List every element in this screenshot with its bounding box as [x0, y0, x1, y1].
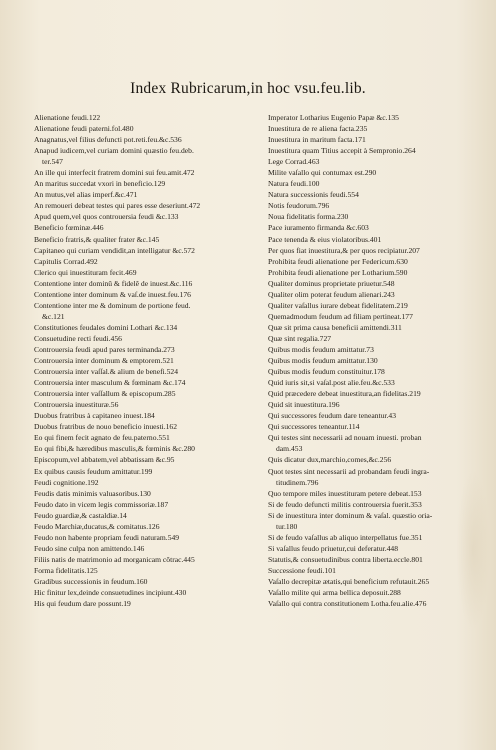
index-entry: Qualiter olim poterat feudum alienari.243 — [268, 289, 395, 299]
index-entry: Pace tenenda & eius violatoribus.401 — [268, 234, 382, 244]
index-entry: Successione feudi.101 — [268, 565, 336, 575]
index-entry: Milite vaſallo qui contumax est.290 — [268, 168, 377, 178]
index-entry: Vaſallo milite qui arma bellica deposuit.288 — [268, 588, 401, 598]
index-entry: Quo tempore miles inuestituram petere debeat.153 — [268, 488, 422, 498]
index-entry: His qui feudum dare possunt.19 — [34, 599, 131, 609]
index-entry: dam.453 — [276, 444, 303, 454]
index-entry: An ille qui interfecit fratrem domini sui feu.amit.472 — [34, 168, 195, 178]
index-entry: Quid præcedere debeat inuestitura,an fidelitas.219 — [268, 389, 421, 399]
index-entry: Gradibus successionis in feudum.160 — [34, 576, 148, 586]
index-entry: Hic finitur lex,deinde consuetudines incipiunt.430 — [34, 588, 187, 598]
index-entry: Quid sit inuestitura.196 — [268, 400, 340, 410]
index-entry: Feudi cognitione.192 — [34, 477, 99, 487]
index-entry: Duobus fratribus de nouo beneficio inuesti.162 — [34, 422, 177, 432]
index-entry: Constitutiones feudales domini Lothari &c.134 — [34, 322, 178, 332]
index-entry: Qualiter dominus proprietate priuetur.548 — [268, 278, 395, 288]
index-entry: Si de feudo vaſallus ab aliquo interpellatus fue.351 — [268, 532, 423, 542]
index-entry: Contentione inter dominũ & fidelẽ de inuest.&c.116 — [34, 278, 193, 288]
index-entry: Controuersia inter masculum & fœminam &c.174 — [34, 378, 186, 388]
index-entry: Quot testes sint necessarii ad probandam feudi ingra- — [268, 466, 430, 476]
index-entry: Si vaſallus feudo priuetur,cui deferatur.448 — [268, 543, 399, 553]
index-entry: Vaſallo qui contra constitutionem Lotha.feu.alie.476 — [268, 599, 427, 609]
index-entry: Controuersia feudi apud pares terminanda.273 — [34, 344, 175, 354]
index-entry: Filiis natis de matrimonio ad morganicam cõtrac.445 — [34, 554, 195, 564]
index-entry: Beneficio fratris,& qualiter frater &c.145 — [34, 234, 160, 244]
index-entry: Imperator Lotharius Eugenio Papæ &c.135 — [268, 113, 399, 122]
index-entry: Anagnatus,vel filius defuncti pot.reti.feu.&c.536 — [34, 135, 182, 145]
index-entry: Quæ sint regalia.727 — [268, 333, 332, 343]
left-column — [34, 112, 260, 609]
index-entry: Duobus fratribus à capitaneo inuest.184 — [34, 411, 155, 421]
index-entry: Contentione inter me & dominum de portione feud. — [34, 300, 191, 310]
index-entry: titudinem.796 — [276, 477, 319, 487]
index-entry: Vaſallo decrepitæ ætatis,qui beneficium refutauit.265 — [268, 576, 430, 586]
index-entry: Controuersia inuestituræ.56 — [34, 400, 119, 410]
index-entry: &c.121 — [42, 311, 65, 321]
right-column — [268, 112, 486, 609]
index-entry: Lege Corrad.463 — [268, 157, 320, 167]
index-entry: Quid iuris sit,si vaſal.post alie.feu.&c.533 — [268, 378, 395, 388]
index-entry: Noua fidelitatis forma.230 — [268, 212, 349, 222]
index-entry: Alienatione feudi.122 — [34, 113, 101, 122]
index-entry: Controuersia inter vaſſallum & episcopum.285 — [34, 389, 176, 399]
index-entry: Inuestitura in maritum facta.171 — [268, 135, 366, 145]
index-entry: Feudo sine culpa non amittendo.146 — [34, 543, 145, 553]
index-entry: tur.180 — [276, 521, 298, 531]
index-entry: Capitaneo qui curiam vendidit,an intelligatur &c.572 — [34, 245, 195, 255]
index-entry: Si de feudo defuncti militis controuersia fuerit.353 — [268, 499, 422, 509]
index-entry: Feudo non habente propriam feudi naturam.549 — [34, 532, 180, 542]
index-entry: Episcopum,vel abbatem,vel abbatissam &c.95 — [34, 455, 175, 465]
index-entry: Consuetudine recti feudi.456 — [34, 333, 122, 343]
index-entry: Capitulis Corrad.492 — [34, 256, 98, 266]
index-entry: Beneficio fœminæ.446 — [34, 223, 104, 233]
index-entry: Contentione inter dominum & vaſ.de inuest.feu.176 — [34, 289, 191, 299]
index-entry: Statutis,& consuetudinibus contra liberta.eccle.801 — [268, 554, 423, 564]
index-entry: Inuestitura quam Titius accepit à Sempronio.264 — [268, 146, 416, 156]
index-entry: Si de inuestitura inter dominum & vaſal. quæstio oria- — [268, 510, 433, 520]
index-entry: Feudo guardiæ,& castaldiæ.14 — [34, 510, 127, 520]
index-entry: An remoueri debeat testes qui pares esse deseriunt.472 — [34, 201, 201, 211]
index-entry: Feudis datis minimis valuasoribus.130 — [34, 488, 151, 498]
index-entry: Prohibita feudi alienatione per Federicum.630 — [268, 256, 408, 266]
index-entry: Eo qui finem fecit agnato de feu.paterno.551 — [34, 433, 170, 443]
index-entry: Quibus modis feudum amittatur.130 — [268, 356, 378, 366]
index-entry: Qui successores teneantur.114 — [268, 422, 360, 432]
index-entry: ter.547 — [42, 157, 63, 167]
index-entry: Clerico qui inuestituram fecit.469 — [34, 267, 137, 277]
index-entry: An maritus succedat vxori in beneficio.129 — [34, 179, 166, 189]
index-entry: Natura successionis feudi.554 — [268, 190, 359, 200]
index-entry: Quemadmodum feudum ad filiam pertineat.177 — [268, 311, 413, 321]
index-entry: Quibus modis feudum constituitur.178 — [268, 367, 385, 377]
index-entry: Anapud iudicem,vel curiam domini quæstio feu.deb. — [34, 146, 194, 156]
index-entry: Prohibita feudi alienatione per Lotharium.590 — [268, 267, 408, 277]
page-title: Index Rubricarum,in hoc vsu.feu.lib. — [130, 80, 366, 97]
index-entry: Alienatione feudi paterni.fol.480 — [34, 124, 134, 134]
index-entry: Forma fidelitatis.125 — [34, 565, 98, 575]
index-entry: Qui testes sint necessarii ad nouam inuesti. proban — [268, 433, 422, 443]
index-entry: An mutus,vel alias imperf.&c.471 — [34, 190, 138, 200]
index-entry: Eo qui fibi,& hæredibus masculis,& fœminis &c.280 — [34, 444, 195, 454]
index-entry: Qualiter vaſallus iurare debeat fidelitatem.219 — [268, 300, 408, 310]
index-entry: Qui successores feudum dare teneantur.43 — [268, 411, 396, 421]
index-entry: Ex quibus causis feudum amittatur.199 — [34, 466, 153, 476]
index-entry: Feudo dato in vicem legis commissoriæ.187 — [34, 499, 169, 509]
index-entry: Natura feudi.100 — [268, 179, 320, 189]
index-entry: Notis feudorum.796 — [268, 201, 330, 211]
index-entry: Pace iuramento firmanda &c.603 — [268, 223, 369, 233]
index-entry: Inuestitura de re aliena facta.235 — [268, 124, 368, 134]
index-entry: Quis dicatur dux,marchio,comes,&c.256 — [268, 455, 392, 465]
index-entry: Controuersia inter dominum & emptorem.521 — [34, 356, 174, 366]
index-entry: Apud quem,vel quos controuersia feudi &c.133 — [34, 212, 179, 222]
index-entry: Quibus modis feudum amittatur.73 — [268, 344, 374, 354]
index-entry: Per quos fiat inuestitura,& per quos recipiatur.207 — [268, 245, 420, 255]
index-entry: Feudo Marchiæ,ducatus,& comitatus.126 — [34, 521, 160, 531]
index-entry: Controuersia inter vaſſal.& alium de benefi.524 — [34, 367, 179, 377]
index-entry: Quæ sit prima causa beneficii amittendi.311 — [268, 322, 402, 332]
